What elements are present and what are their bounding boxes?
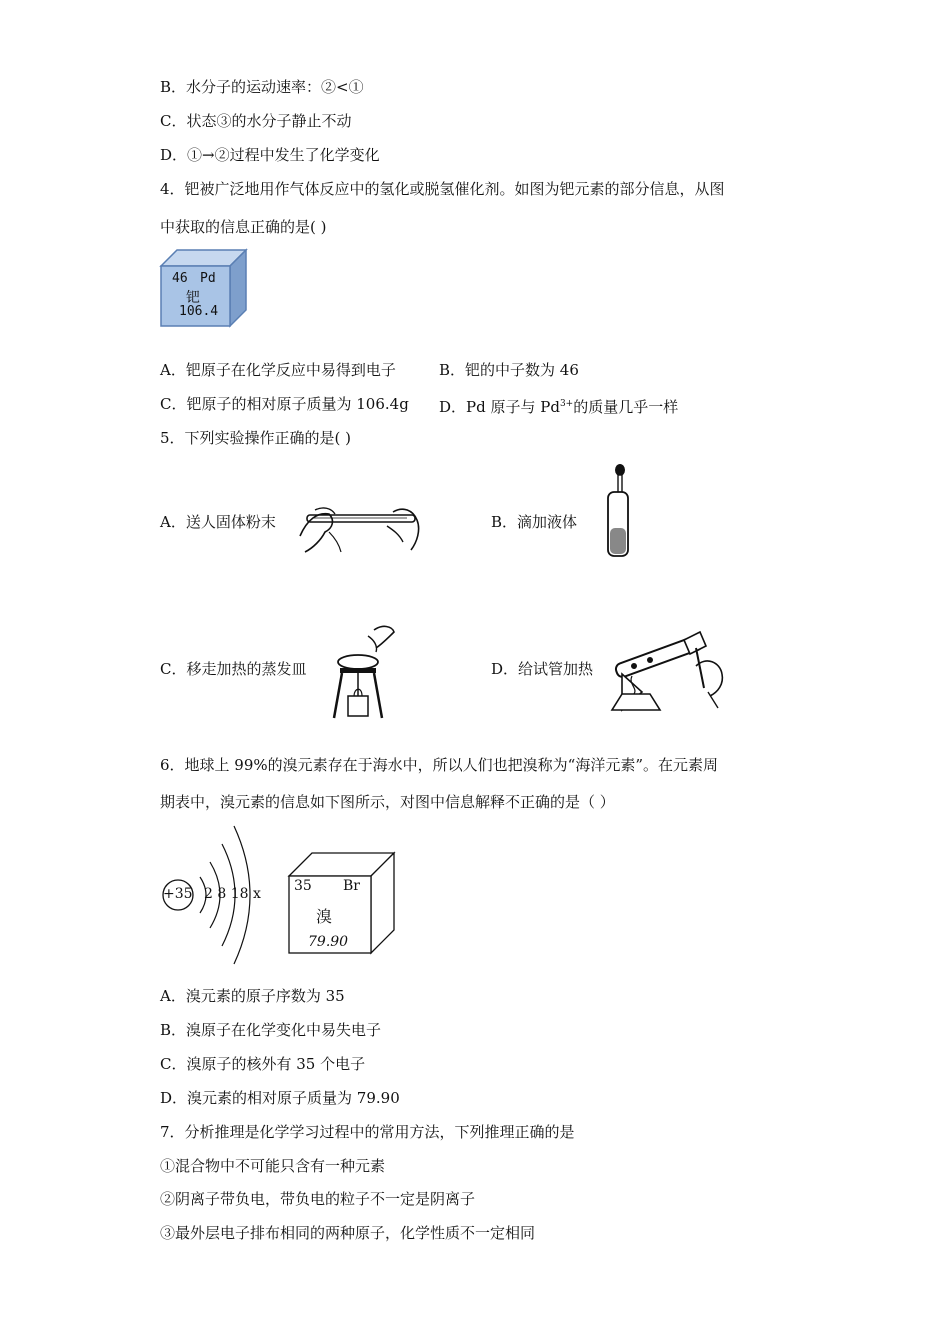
bromine-atomic-number: 35	[294, 878, 312, 894]
q3-option-d: D．①→②过程中发生了化学变化	[160, 146, 380, 164]
bromine-symbol: Br	[343, 878, 360, 894]
dropping-liquid-illustration	[598, 462, 638, 560]
q6-option-a: A．溴元素的原子序数为 35	[160, 987, 345, 1005]
q4-option-c: C．钯原子的相对原子质量为 106.4g	[160, 395, 409, 413]
bromine-atomic-mass: 79.90	[308, 934, 349, 950]
bromine-element-tile	[286, 850, 398, 956]
q7-statement-3: ③最外层电子排布相同的两种原子，化学性质不一定相同	[160, 1224, 536, 1242]
bromine-name: 溴	[316, 907, 333, 926]
q4-option-a: A．钯原子在化学反应中易得到电子	[160, 361, 396, 379]
q4-option-d-charge: 3+	[559, 399, 574, 409]
powder-into-tube-illustration	[295, 498, 425, 556]
moving-evaporating-dish-illustration	[328, 622, 400, 722]
q4-option-d-pre: D．Pd 原子与 Pd	[439, 398, 560, 416]
q5-option-c: C．移走加热的蒸发皿	[160, 660, 307, 678]
palladium-atomic-number: 46	[172, 271, 188, 286]
q3-option-c: C．状态③的水分子静止不动	[160, 112, 352, 130]
q5-stem: 5．下列实验操作正确的是( )	[160, 429, 352, 447]
q7-statement-2: ②阴离子带负电，带负电的粒子不一定是阴离子	[160, 1190, 476, 1208]
q4-stem-line1: 4．钯被广泛地用作气体反应中的氢化或脱氢催化剂。如图为钯元素的部分信息，从图	[160, 180, 725, 198]
heating-test-tube-illustration	[608, 612, 732, 716]
q4-option-b: B．钯的中子数为 46	[439, 361, 579, 379]
palladium-element-tile	[158, 248, 250, 328]
q6-option-d: D．溴元素的相对原子质量为 79.90	[160, 1089, 400, 1107]
q3-option-b: B．水分子的运动速率：②<①	[160, 78, 364, 96]
q4-option-d	[439, 394, 678, 417]
palladium-symbol: Pd	[200, 271, 216, 286]
q5-option-a: A．送人固体粉末	[160, 513, 276, 531]
palladium-atomic-mass: 106.4	[179, 304, 219, 319]
bromine-atom-structure-diagram	[160, 822, 270, 972]
q4-stem-line2: 中获取的信息正确的是( )	[160, 218, 327, 236]
q4-option-d-post: 的质量几乎一样	[573, 398, 679, 416]
palladium-name: 钯	[186, 290, 200, 306]
q6-option-c: C．溴原子的核外有 35 个电子	[160, 1055, 366, 1073]
q6-option-b: B．溴原子在化学变化中易失电子	[160, 1021, 382, 1039]
bromine-nucleus-charge: +35	[163, 886, 193, 902]
q5-option-d: D．给试管加热	[491, 660, 594, 678]
q7-stem: 7．分析推理是化学学习过程中的常用方法，下列推理正确的是	[160, 1123, 575, 1141]
q6-stem-line1: 6．地球上 99%的溴元素存在于海水中，所以人们也把溴称为“海洋元素”。在元素周	[160, 756, 718, 774]
q7-statement-1: ①混合物中不可能只含有一种元素	[160, 1157, 386, 1175]
q5-option-b: B．滴加液体	[491, 513, 578, 531]
q6-stem-line2: 期表中，溴元素的信息如下图所示，对图中信息解释不正确的是（ ）	[160, 793, 615, 811]
bromine-electron-shells: 2 8 18 x	[204, 886, 261, 902]
